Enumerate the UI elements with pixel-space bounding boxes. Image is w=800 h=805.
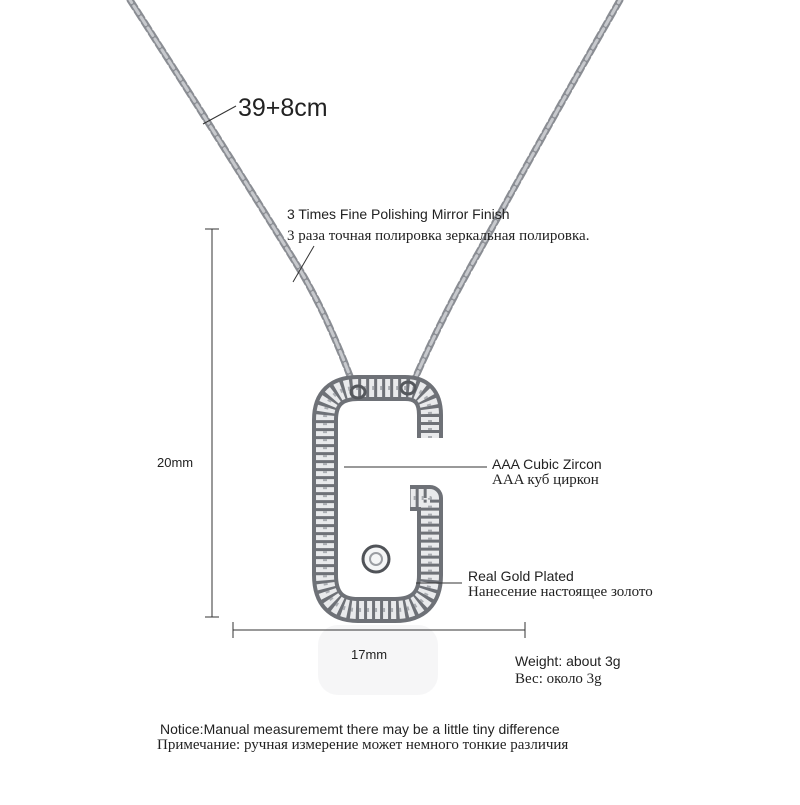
g-letter-pendant xyxy=(325,382,430,610)
width-label: 17mm xyxy=(351,647,388,662)
length-pointer xyxy=(203,106,236,124)
height-label: 20mm xyxy=(157,455,194,470)
polish-label-en: 3 Times Fine Polishing Mirror Finish xyxy=(287,206,510,222)
polish-label-ru: 3 раза точная полировка зеркальная полировка. xyxy=(287,228,590,244)
chain-left xyxy=(130,0,357,395)
notice-en: Notice:Manual measurememt there may be a little tiny difference xyxy=(160,721,560,737)
weight-label-en: Weight: about 3g xyxy=(515,653,621,669)
chain-length-label: 39+8cm xyxy=(238,94,328,122)
weight-label-ru: Вес: около 3g xyxy=(515,671,602,687)
gold-label-en: Real Gold Plated xyxy=(468,568,574,584)
zircon-label-ru: AAA куб циркон xyxy=(492,472,599,488)
centre-stone xyxy=(363,546,389,572)
notice-ru: Примечание: ручная измерение может немного тонкие различия xyxy=(157,737,569,753)
chain-right xyxy=(410,0,620,390)
zircon-label-en: AAA Cubic Zircon xyxy=(492,456,602,472)
gold-label-ru: Нанесение настоящее золото xyxy=(468,584,653,600)
